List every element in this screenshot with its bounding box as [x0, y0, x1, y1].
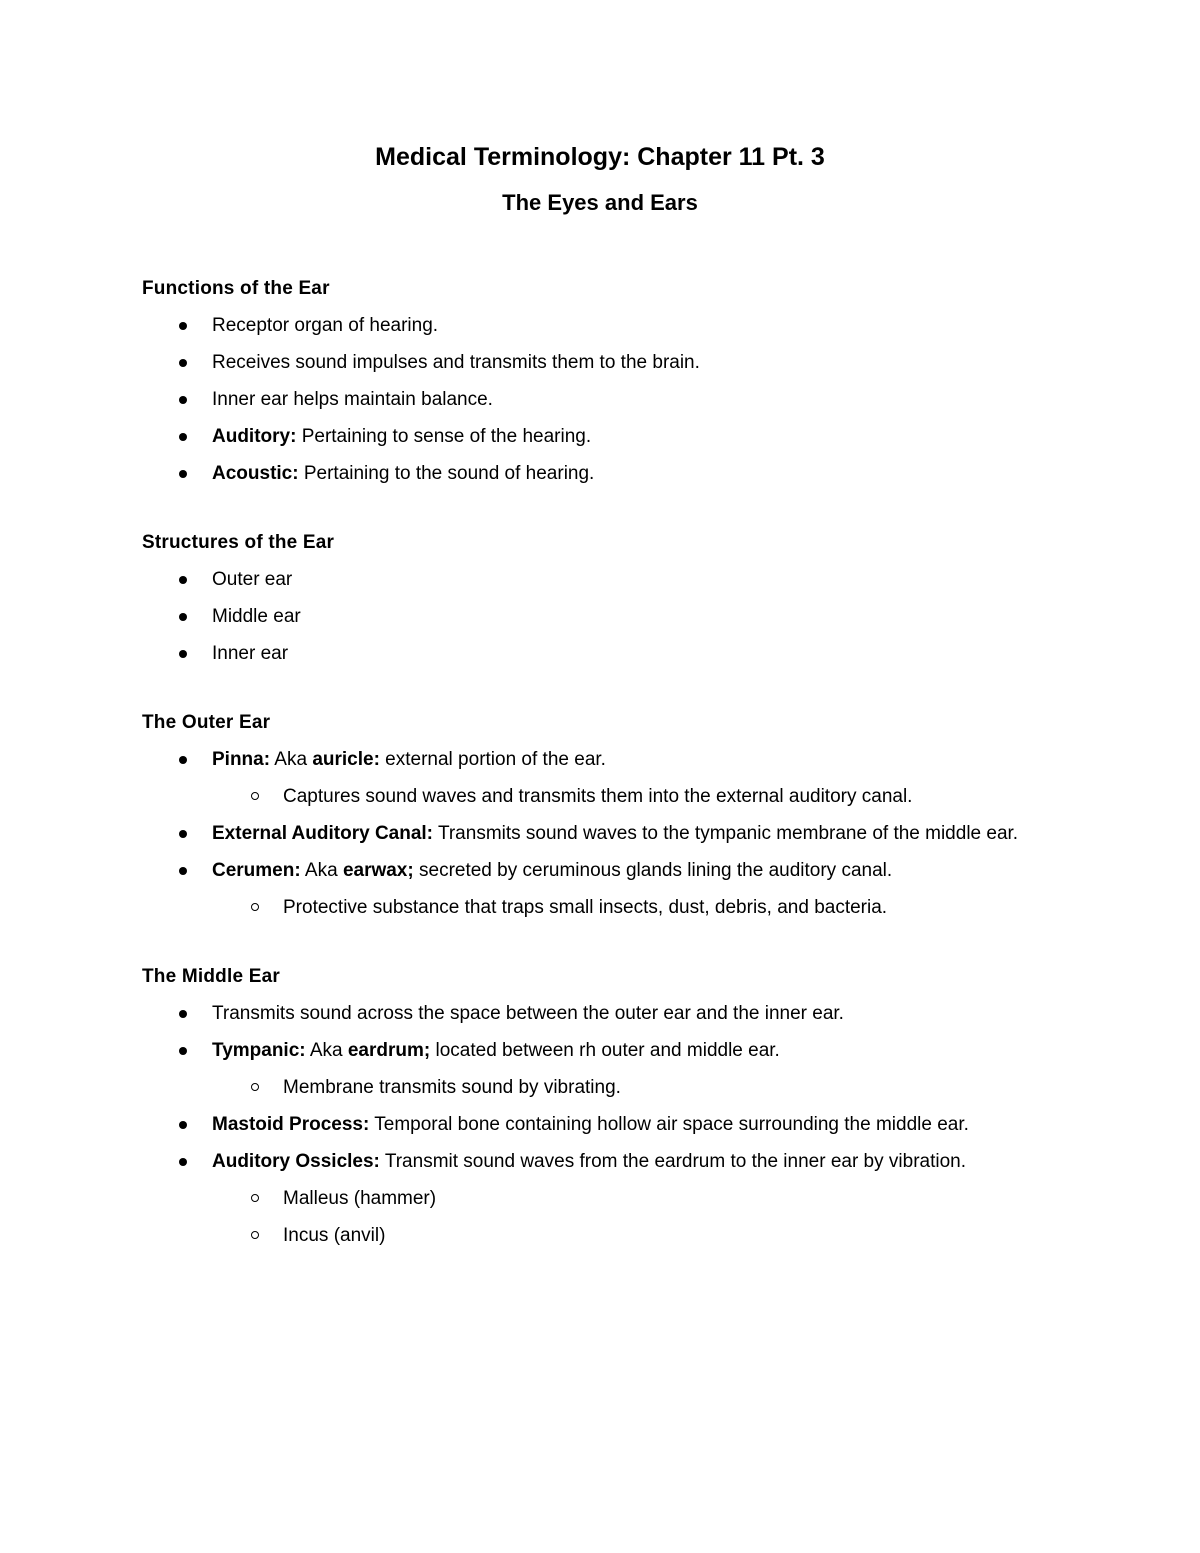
term: Cerumen:: [212, 860, 301, 881]
item-text: Protective substance that traps small insects, dust, debris, and bacteria.: [283, 897, 888, 918]
bullet-icon: [179, 830, 187, 838]
list-item: [142, 852, 1042, 926]
page-subtitle: The Eyes and Ears: [502, 190, 698, 215]
list-item: [142, 307, 1042, 344]
bullet-icon: [179, 650, 187, 658]
definition: external portion of the ear.: [379, 749, 606, 770]
section-heading: The Middle Ear: [142, 966, 280, 987]
list-item: [142, 455, 1042, 492]
bullet-icon: [179, 1010, 187, 1018]
hollow-bullet-icon: [251, 792, 259, 800]
definition: Transmit sound waves from the eardrum to the inner ear by vibration.: [379, 1151, 966, 1172]
list-item: [142, 995, 1042, 1032]
section-heading: The Outer Ear: [142, 712, 271, 733]
section-heading: Functions of the Ear: [142, 278, 330, 299]
sub-bullet-list: [212, 889, 1042, 926]
bullet-icon: [179, 1121, 187, 1129]
item-text: Transmits sound across the space between the outer ear and the inner ear.: [212, 1003, 844, 1024]
aka-text: Aka: [305, 1040, 348, 1061]
list-item: [142, 741, 1042, 815]
definition: Pertaining to the sound of hearing.: [298, 463, 595, 484]
document-body: [142, 275, 1042, 1291]
term: Auditory Ossicles:: [212, 1151, 380, 1172]
page-title: Medical Terminology: Chapter 11 Pt. 3: [375, 143, 825, 171]
list-item: [142, 381, 1042, 418]
definition: Transmits sound waves to the tympanic membrane of the middle ear.: [433, 823, 1019, 844]
item-text: Receptor organ of hearing.: [212, 315, 439, 336]
definition: Pertaining to sense of the hearing.: [296, 426, 592, 447]
term: Auditory:: [212, 426, 297, 447]
list-item: [142, 1143, 1042, 1254]
bullet-icon: [179, 470, 187, 478]
section-functions-of-the-ear: [142, 275, 1042, 492]
bullet-icon: [179, 867, 187, 875]
bullet-icon: [179, 576, 187, 584]
section-the-outer-ear: [142, 709, 1042, 926]
section-heading: Structures of the Ear: [142, 532, 335, 553]
bullet-list: [142, 561, 1042, 672]
list-item: [142, 561, 1042, 598]
list-item: [142, 598, 1042, 635]
bullet-icon: [179, 322, 187, 330]
definition: located between rh outer and middle ear.: [430, 1040, 780, 1061]
section-the-middle-ear: [142, 963, 1042, 1254]
term: Tympanic:: [212, 1040, 306, 1061]
bullet-icon: [179, 756, 187, 764]
bullet-list: [142, 741, 1042, 926]
definition: Temporal bone containing hollow air space surrounding the middle ear.: [369, 1114, 969, 1135]
hollow-bullet-icon: [251, 903, 259, 911]
list-item: [142, 815, 1042, 852]
term: Pinna:: [212, 749, 271, 770]
list-item: [142, 418, 1042, 455]
item-text: Captures sound waves and transmits them into the external auditory canal.: [283, 786, 913, 807]
sub-bullet-list: [212, 778, 1042, 815]
item-text: Receives sound impulses and transmits them to the brain.: [212, 352, 700, 373]
bullet-icon: [179, 433, 187, 441]
term: External Auditory Canal:: [212, 823, 434, 844]
list-item: [142, 344, 1042, 381]
aka-text: Aka: [270, 749, 313, 770]
sub-list-item: [212, 1180, 1042, 1217]
term-alias: earwax;: [342, 860, 414, 881]
term-alias: auricle:: [312, 749, 380, 770]
term: Mastoid Process:: [212, 1114, 370, 1135]
sub-list-item: [212, 889, 1042, 926]
sub-list-item: [212, 1069, 1042, 1106]
term: Acoustic:: [212, 463, 299, 484]
sub-list-item: [212, 778, 1042, 815]
bullet-icon: [179, 396, 187, 404]
item-text: Middle ear: [212, 606, 301, 627]
list-item: [142, 1106, 1042, 1143]
bullet-list: [142, 307, 1042, 492]
item-text: Malleus (hammer): [283, 1188, 437, 1209]
section-structures-of-the-ear: [142, 529, 1042, 672]
hollow-bullet-icon: [251, 1083, 259, 1091]
bullet-icon: [179, 613, 187, 621]
bullet-icon: [179, 1158, 187, 1166]
list-item: [142, 635, 1042, 672]
sub-bullet-list: [212, 1069, 1042, 1106]
sub-list-item: [212, 1217, 1042, 1254]
aka-text: Aka: [300, 860, 343, 881]
item-text: Inner ear: [212, 643, 289, 664]
term-alias: eardrum;: [347, 1040, 431, 1061]
item-text: Outer ear: [212, 569, 293, 590]
list-item: [142, 1032, 1042, 1106]
hollow-bullet-icon: [251, 1194, 259, 1202]
hollow-bullet-icon: [251, 1231, 259, 1239]
item-text: Incus (anvil): [283, 1225, 386, 1246]
bullet-icon: [179, 1047, 187, 1055]
definition: secreted by ceruminous glands lining the auditory canal.: [413, 860, 893, 881]
bullet-list: [142, 995, 1042, 1254]
item-text: Inner ear helps maintain balance.: [212, 389, 493, 410]
sub-bullet-list: [212, 1180, 1042, 1254]
item-text: Membrane transmits sound by vibrating.: [283, 1077, 621, 1098]
bullet-icon: [179, 359, 187, 367]
